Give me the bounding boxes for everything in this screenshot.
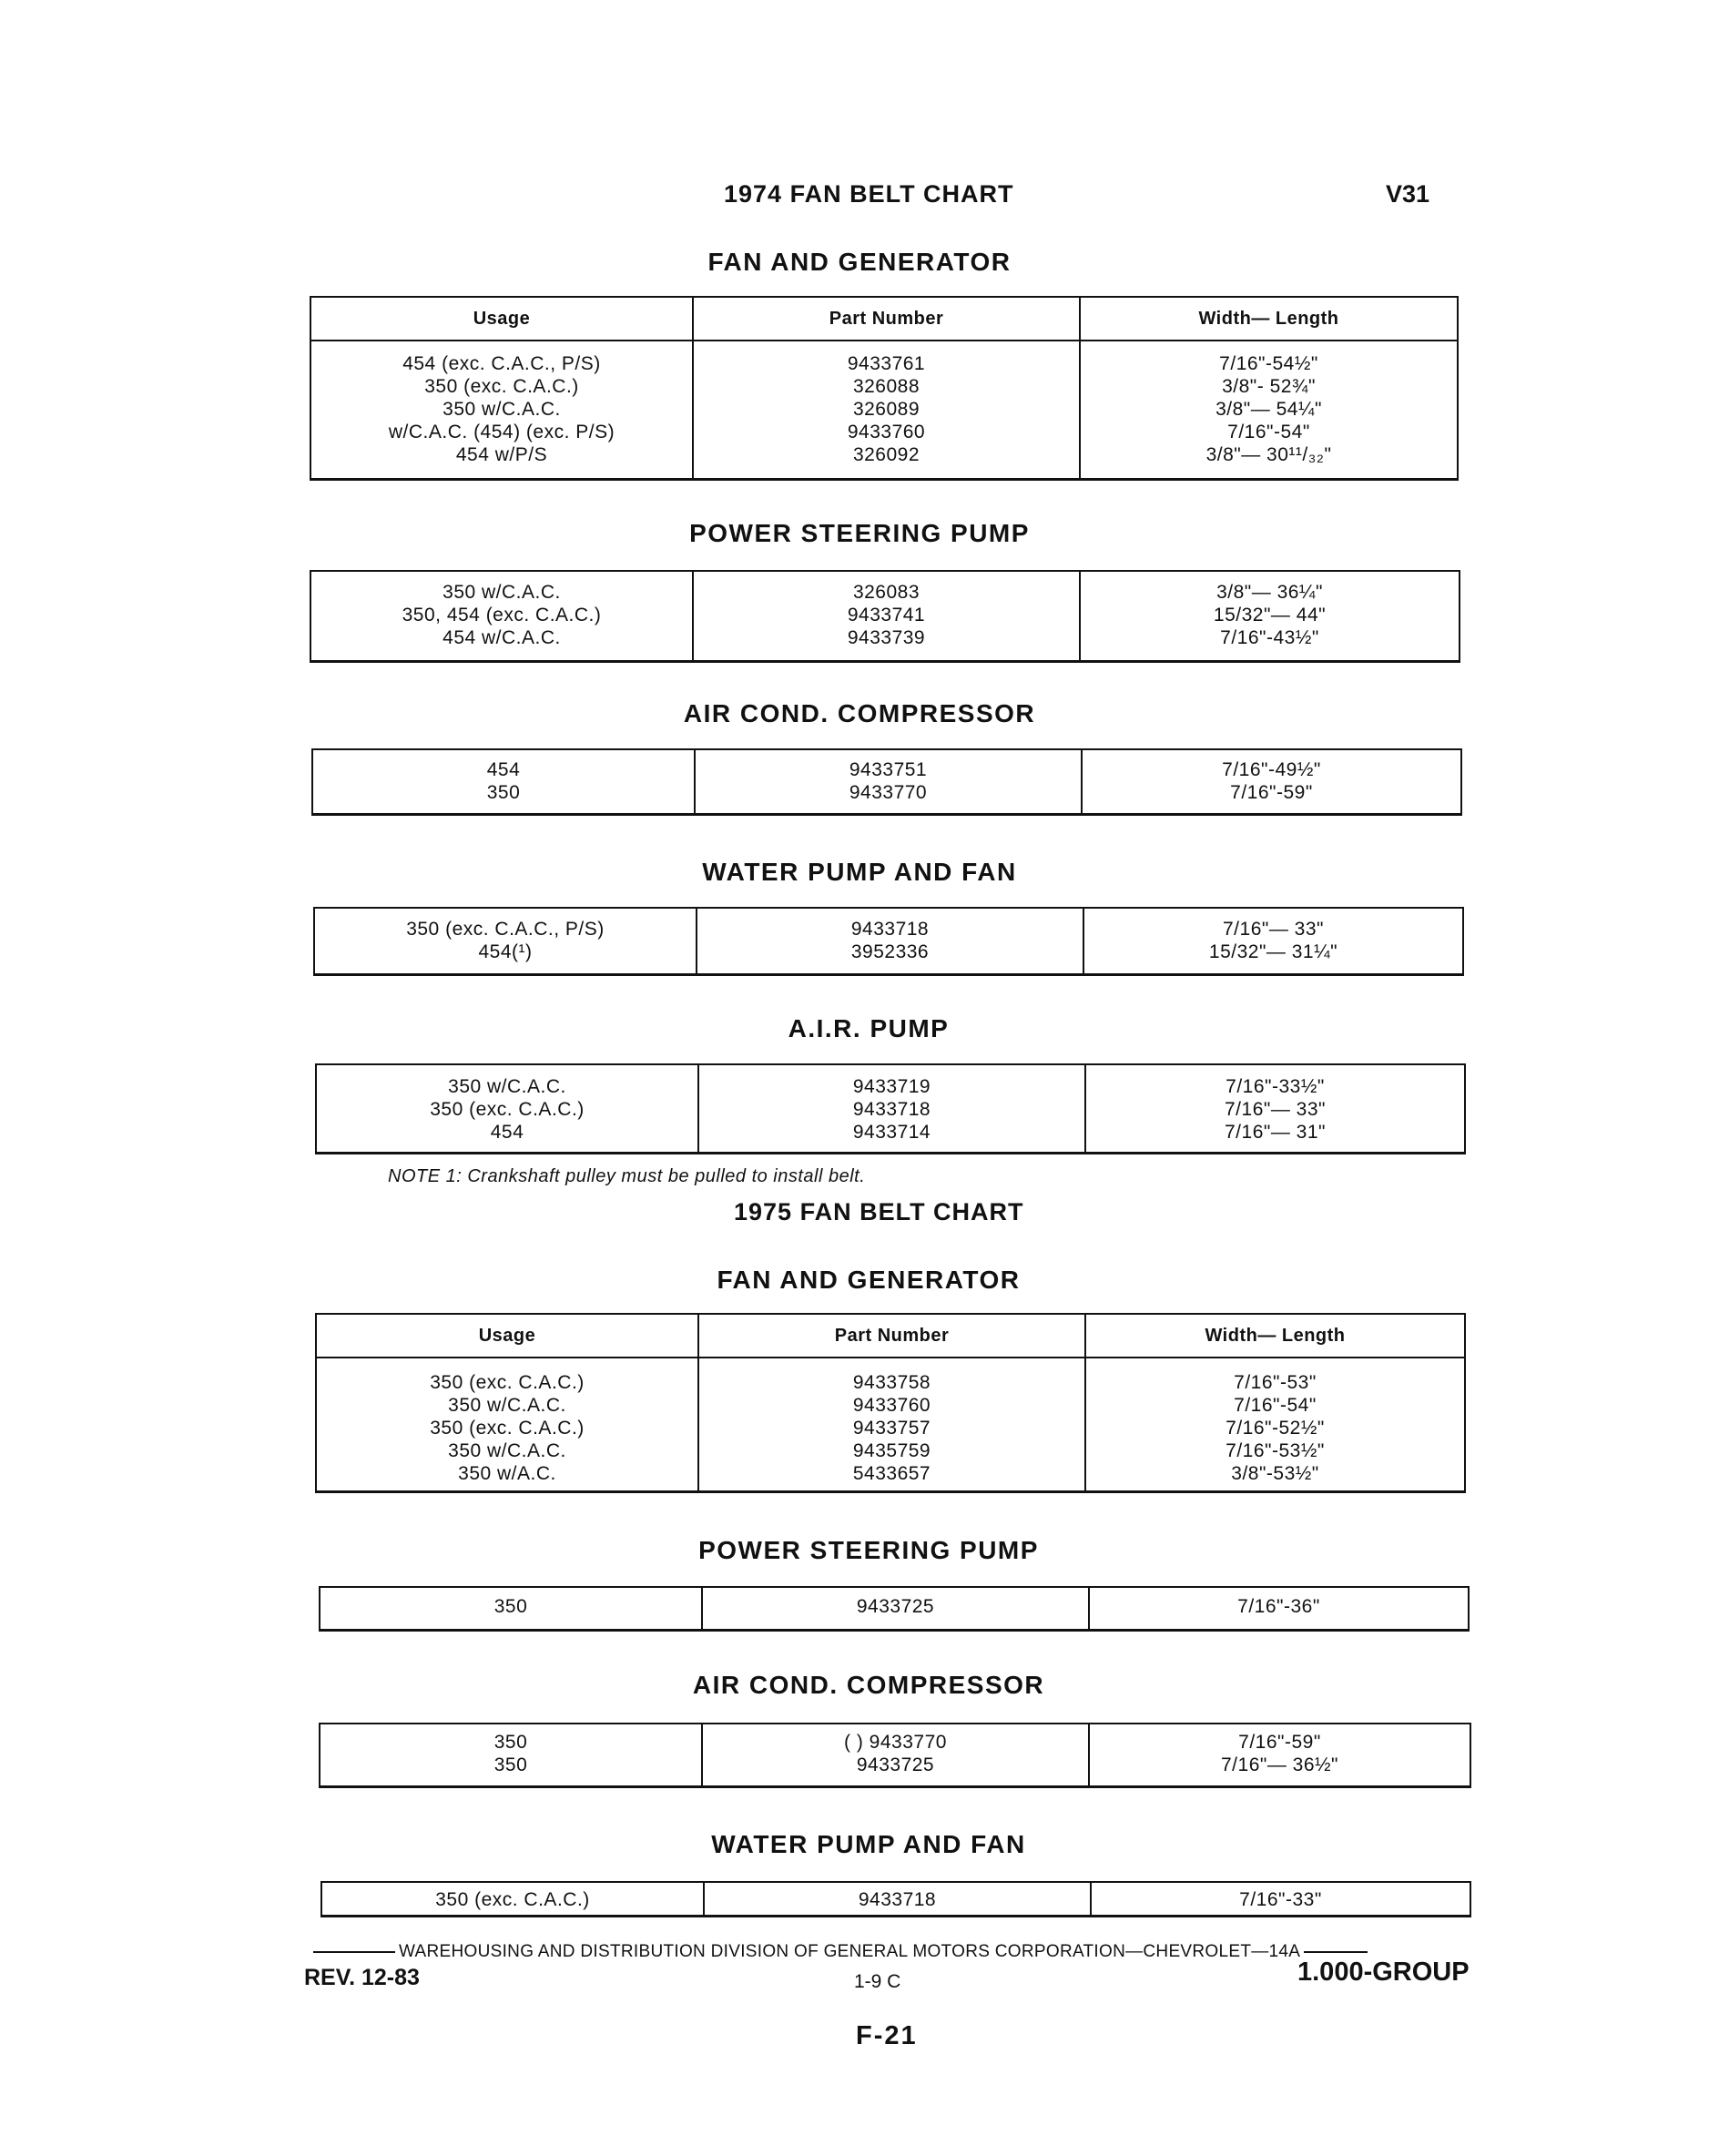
usage-value: 350 w/C.A.C. — [442, 399, 561, 420]
column-header-width-length: Width— Length — [1085, 1314, 1465, 1358]
usage-value: 350 (exc. C.A.C.) — [424, 376, 579, 397]
size-value: 3/8"— 54¼" — [1216, 399, 1322, 420]
width-length-cell — [1091, 1882, 1470, 1917]
width-length-cell — [1089, 1724, 1470, 1787]
section-title-power-steering-1975: POWER STEERING PUMP — [698, 1536, 1039, 1564]
column-header-part-number: Part Number — [698, 1314, 1085, 1358]
part-number-value: 9433725 — [856, 1596, 935, 1617]
column-header-usage: Usage — [316, 1314, 698, 1358]
usage-value: 350 w/A.C. — [458, 1463, 556, 1484]
part-number-cell — [697, 908, 1083, 975]
part-number-value: 9433739 — [847, 627, 926, 648]
usage-value: 350 (exc. C.A.C.) — [430, 1099, 585, 1120]
table-water-pump-1974 — [313, 907, 1464, 976]
usage-value: 350 (exc. C.A.C., P/S) — [406, 919, 605, 940]
part-number-value: 326089 — [852, 399, 921, 420]
part-number-cell — [698, 1358, 1085, 1492]
footnote: NOTE 1: Crankshaft pulley must be pulled to install belt. — [388, 1166, 866, 1186]
part-number-cell — [704, 1882, 1091, 1917]
table-fan-generator-1975 — [315, 1313, 1466, 1493]
section-title-power-steering-1974: POWER STEERING PUMP — [689, 519, 1030, 547]
usage-cell — [320, 1587, 702, 1631]
usage-cell — [321, 1882, 704, 1917]
width-length-cell — [1085, 1064, 1465, 1154]
part-number-cell — [702, 1724, 1089, 1787]
usage-value: 350 — [486, 782, 521, 803]
size-value: 15/32"— 44" — [1213, 605, 1327, 625]
column-header-usage: Usage — [310, 297, 693, 341]
usage-value: 350 — [493, 1754, 528, 1775]
table-fan-generator-1974 — [310, 296, 1459, 481]
table-air-pump-1974 — [315, 1063, 1466, 1154]
size-value: 7/16"-59" — [1230, 782, 1313, 803]
section-title-water-pump-1975: WATER PUMP AND FAN — [711, 1830, 1026, 1858]
size-value: 7/16"-52½" — [1226, 1418, 1325, 1439]
part-number-value: 9435759 — [852, 1440, 931, 1461]
part-number-value: 9433758 — [852, 1372, 931, 1393]
table-air-cond-1974 — [311, 748, 1462, 816]
size-value: 7/16"— 33" — [1225, 1099, 1326, 1120]
footer-division-line — [310, 1942, 1371, 1962]
table-power-steering-1974 — [310, 570, 1460, 663]
usage-value: 454 w/C.A.C. — [442, 627, 561, 648]
usage-value: w/C.A.C. (454) (exc. P/S) — [388, 422, 615, 442]
part-number-value: 9433719 — [852, 1076, 931, 1097]
part-number-cell — [698, 1064, 1085, 1154]
usage-cell — [314, 908, 697, 975]
table-air-cond-1975 — [319, 1723, 1471, 1788]
usage-cell — [316, 1064, 698, 1154]
part-number-value: 5433657 — [852, 1463, 931, 1484]
usage-cell — [310, 571, 693, 662]
usage-cell — [316, 1358, 698, 1492]
usage-cell — [312, 749, 695, 815]
footer-division-text: WAREHOUSING AND DISTRIBUTION DIVISION OF GENERAL MOTORS CORPORATION—CHEVROLET—14A — [399, 1942, 1301, 1961]
part-number-value: ( ) 9433770 — [844, 1732, 947, 1753]
group-number: 1.000-GROUP — [1297, 1958, 1470, 1987]
section-code: 1-9 C — [854, 1971, 901, 1992]
usage-value: 350 — [493, 1732, 528, 1753]
chart-title-1975: 1975 FAN BELT CHART — [734, 1198, 1024, 1225]
width-length-cell — [1089, 1587, 1469, 1631]
size-value: 7/16"-33½" — [1226, 1076, 1325, 1097]
usage-value: 350 (exc. C.A.C.) — [430, 1372, 585, 1393]
usage-value: 454 — [486, 759, 521, 780]
section-title-fan-generator-1975: FAN AND GENERATOR — [717, 1266, 1021, 1294]
size-value: 7/16"— 31" — [1225, 1122, 1326, 1143]
size-value: 7/16"-54" — [1227, 422, 1310, 442]
usage-value: 350 w/C.A.C. — [448, 1076, 566, 1097]
usage-value: 454(¹) — [478, 941, 533, 962]
column-header-width-length: Width— Length — [1080, 297, 1458, 341]
part-number-value: 9433761 — [847, 353, 926, 374]
width-length-cell — [1083, 908, 1463, 975]
usage-cell — [310, 341, 693, 480]
size-value: 7/16"-54½" — [1219, 353, 1318, 374]
usage-value: 350 w/C.A.C. — [448, 1395, 566, 1416]
size-value: 7/16"-33" — [1239, 1889, 1322, 1910]
footer-rule-left — [313, 1951, 395, 1953]
part-number-value: 9433770 — [849, 782, 928, 803]
part-number-value: 326088 — [852, 376, 921, 397]
part-number-value: 9433760 — [852, 1395, 931, 1416]
part-number-value: 9433757 — [852, 1418, 931, 1439]
usage-value: 350 — [493, 1596, 528, 1617]
table-power-steering-1975 — [319, 1586, 1470, 1632]
section-title-air-pump-1974: A.I.R. PUMP — [788, 1014, 950, 1042]
size-value: 7/16"— 36½" — [1221, 1754, 1338, 1775]
part-number-value: 9433718 — [850, 919, 930, 940]
section-title-air-cond-1975: AIR COND. COMPRESSOR — [692, 1671, 1045, 1699]
section-title-air-cond-1974: AIR COND. COMPRESSOR — [683, 699, 1036, 727]
usage-value: 350, 454 (exc. C.A.C.) — [402, 605, 602, 625]
usage-cell — [320, 1724, 702, 1787]
section-title-fan-generator-1974: FAN AND GENERATOR — [707, 248, 1012, 276]
part-number-cell — [702, 1587, 1089, 1631]
usage-value: 454 — [490, 1122, 524, 1143]
page-number: F-21 — [856, 2021, 918, 2050]
usage-value: 350 w/C.A.C. — [442, 582, 561, 603]
part-number-value: 3952336 — [850, 941, 930, 962]
part-number-cell — [695, 749, 1082, 815]
column-header-part-number: Part Number — [693, 297, 1080, 341]
part-number-value: 9433718 — [852, 1099, 931, 1120]
part-number-value: 326083 — [852, 582, 921, 603]
size-value: 15/32"— 31¼" — [1208, 941, 1338, 962]
size-value: 7/16"-49½" — [1222, 759, 1321, 780]
page-title: 1974 FAN BELT CHART — [724, 180, 1014, 208]
size-value: 7/16"— 33" — [1223, 919, 1324, 940]
size-value: 7/16"-43½" — [1220, 627, 1319, 648]
usage-value: 454 (exc. C.A.C., P/S) — [402, 353, 601, 374]
section-title-water-pump-1974: WATER PUMP AND FAN — [702, 858, 1017, 886]
footer-rule-right — [1304, 1951, 1368, 1953]
size-value: 3/8"-53½" — [1231, 1463, 1319, 1484]
part-number-value: 9433741 — [847, 605, 926, 625]
table-water-pump-1975 — [320, 1881, 1471, 1917]
part-number-value: 9433718 — [858, 1889, 937, 1910]
part-number-value: 9433751 — [849, 759, 928, 780]
size-value: 3/8"— 36¼" — [1216, 582, 1323, 603]
size-value: 3/8"— 30¹¹/₃₂" — [1205, 444, 1332, 465]
width-length-cell — [1080, 571, 1460, 662]
usage-value: 454 w/P/S — [455, 444, 548, 465]
part-number-value: 9433725 — [856, 1754, 935, 1775]
usage-value: 350 w/C.A.C. — [448, 1440, 566, 1461]
part-number-cell — [693, 571, 1080, 662]
size-value: 7/16"-53½" — [1226, 1440, 1325, 1461]
size-value: 7/16"-36" — [1237, 1596, 1320, 1617]
usage-value: 350 (exc. C.A.C.) — [430, 1418, 585, 1439]
size-value: 7/16"-54" — [1234, 1395, 1317, 1416]
usage-value: 350 (exc. C.A.C.) — [435, 1889, 590, 1910]
size-value: 7/16"-59" — [1238, 1732, 1321, 1753]
part-number-value: 326092 — [852, 444, 921, 465]
part-number-value: 9433760 — [847, 422, 926, 442]
width-length-cell — [1082, 749, 1461, 815]
size-value: 3/8"- 52¾" — [1222, 376, 1316, 397]
page-code: V31 — [1386, 180, 1430, 208]
part-number-value: 9433714 — [852, 1122, 931, 1143]
width-length-cell — [1085, 1358, 1465, 1492]
part-number-cell — [693, 341, 1080, 480]
revision-date: REV. 12-83 — [304, 1965, 420, 1990]
size-value: 7/16"-53" — [1234, 1372, 1317, 1393]
width-length-cell — [1080, 341, 1458, 480]
